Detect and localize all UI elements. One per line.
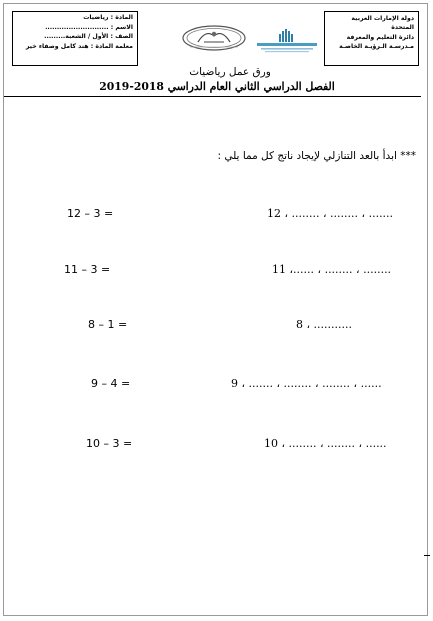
- equation-1: 12 – 3 =: [67, 207, 114, 220]
- semester-title: الفصل الدراسي الثاني العام الدراسي 2018-2019: [99, 80, 335, 93]
- subject-info-box: [12, 11, 138, 66]
- margin-mark: [424, 555, 430, 556]
- vision-school-logo-icon: [253, 28, 321, 56]
- class-line: الصف : الأول / الشعبة.........: [44, 33, 133, 41]
- teacher-line: معلمة المادة : هند كامل وصفاء خير: [25, 42, 133, 50]
- header-divider: [4, 96, 421, 97]
- country-line-2: المتحدة: [391, 24, 414, 32]
- name-line: الاسم : ...........................: [45, 23, 133, 31]
- worksheet-subtitle: ورق عمل رياضيات: [189, 66, 271, 78]
- countdown-sequence-5: 10 ، ........ ، ........ ، ......: [264, 437, 387, 450]
- subject-line: المادة : رياضيات: [83, 14, 133, 21]
- countdown-sequence-1: 12 ، ........ ، ........ ، .......: [267, 207, 394, 220]
- countdown-sequence-4: 9 ، ....... ، ........ ، ........ ، ......: [231, 377, 382, 390]
- school-line: مـدرسـة الـرؤيـة الخاصـة: [339, 43, 414, 51]
- countdown-sequence-3: 8 ، ...........: [296, 318, 353, 331]
- countdown-sequence-2: 11 ،...... ، ........ ، ........: [272, 263, 392, 276]
- equation-4: 9 – 4 =: [91, 377, 131, 390]
- equation-2: 11 – 3 =: [64, 263, 111, 276]
- worksheet-page: [3, 3, 428, 616]
- instruction-text: *** ابدأ بالعد التنازلي لإيجاد ناتج كل مما يلي :: [217, 150, 416, 162]
- country-line-1: دولة الإمارات العربية: [351, 15, 414, 22]
- school-info-box: [324, 11, 419, 66]
- equation-3: 8 – 1 =: [88, 318, 128, 331]
- equation-5: 10 – 3 =: [86, 437, 133, 450]
- department-line: دائرة التعليم والمعرفة: [346, 33, 414, 41]
- emblem-logo-icon: [180, 23, 248, 53]
